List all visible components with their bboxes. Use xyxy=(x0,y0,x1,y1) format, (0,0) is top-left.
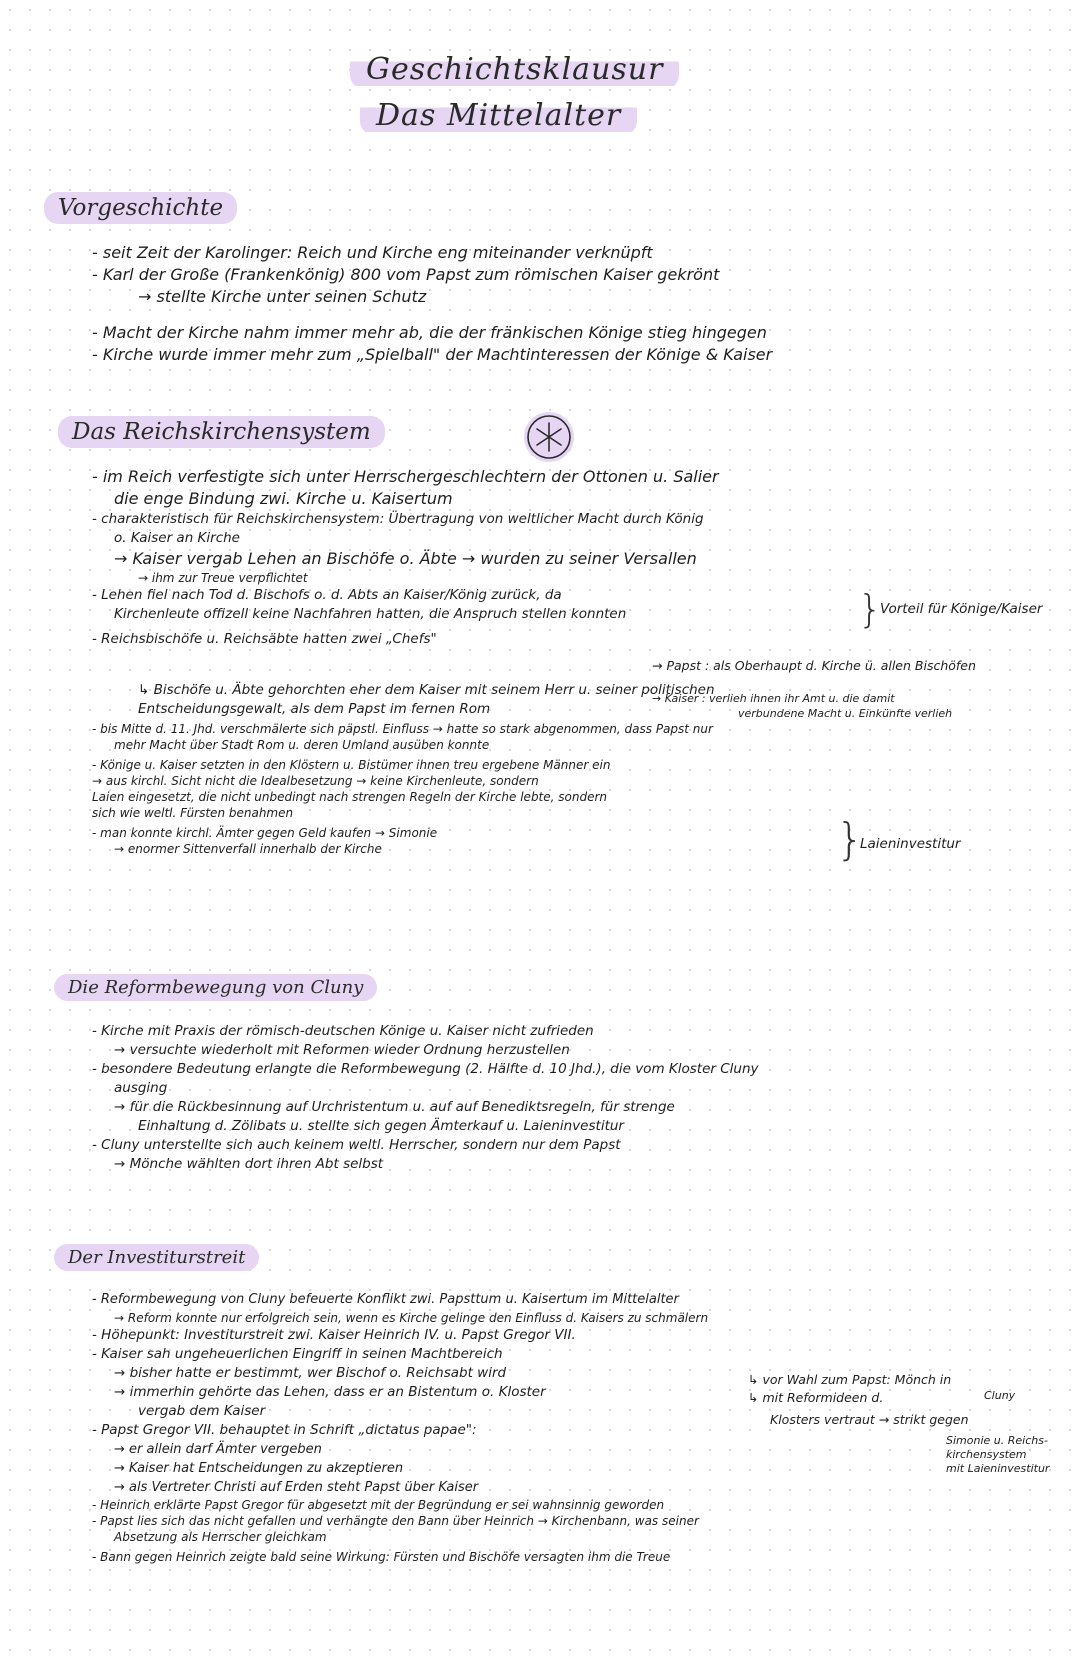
text-line: Einhaltung d. Zölibats u. stellte sich gegen Ämterkauf u. Laieninvestitur xyxy=(138,1118,624,1134)
text-line: - Könige u. Kaiser setzten in den Klöstern u. Bistümer ihnen treu ergebene Männer ein xyxy=(92,758,611,772)
side-note-kaiser-1: → Kaiser : verlieh ihnen ihr Amt u. die damit xyxy=(652,692,895,705)
side-note-klosters: Klosters vertraut → strikt gegen xyxy=(770,1412,969,1427)
side-note-reformideen: ↳ mit Reformideen d. xyxy=(748,1390,884,1405)
side-note-kirchensystem: kirchensystem xyxy=(946,1448,1027,1461)
text-line: die enge Bindung zwi. Kirche u. Kaisertum xyxy=(114,489,453,508)
text-line: → bisher hatte er bestimmt, wer Bischof o. Reichsabt wird xyxy=(114,1365,507,1381)
side-note-vorteil: Vorteil für Könige/Kaiser xyxy=(880,601,1043,617)
brace: } xyxy=(836,814,864,865)
text-line: ↳ Bischöfe u. Äbte gehorchten eher dem Kaiser mit seinem Herr u. seiner politischen xyxy=(138,682,715,698)
text-line: - besondere Bedeutung erlangte die Reformbewegung (2. Hälfte d. 10 Jhd.), die vom Kloster Cluny xyxy=(92,1061,759,1077)
text-line: - Reformbewegung von Cluny befeuerte Konflikt zwi. Papsttum u. Kaisertum im Mittelalter xyxy=(92,1292,679,1307)
title-line-1: Geschichtsklausur xyxy=(350,50,679,89)
text-line: → versuchte wiederholt mit Reformen wieder Ordnung herzustellen xyxy=(114,1042,570,1058)
text-line: Entscheidungsgewalt, als dem Papst im fernen Rom xyxy=(138,701,491,717)
text-line: - Kaiser sah ungeheuerlichen Eingriff in seinen Machtbereich xyxy=(92,1346,503,1362)
side-note-laieninvestitur-2: mit Laieninvestitur xyxy=(946,1462,1050,1475)
text-line: vergab dem Kaiser xyxy=(138,1403,266,1419)
text-line: → ihm zur Treue verpflichtet xyxy=(138,571,308,585)
heading-reichskirchensystem: Das Reichskirchensystem xyxy=(58,416,385,448)
text-line: Absetzung als Herrscher gleichkam xyxy=(114,1530,327,1544)
text-line: → immerhin gehörte das Lehen, dass er an Bistentum o. Kloster xyxy=(114,1384,546,1400)
text-line: ausging xyxy=(114,1080,168,1096)
heading-cluny: Die Reformbewegung von Cluny xyxy=(54,974,377,1001)
side-note-simonie: Simonie u. Reichs- xyxy=(946,1434,1048,1447)
section-cluny xyxy=(92,1022,1050,1174)
text-line: - Bann gegen Heinrich zeigte bald seine Wirkung: Fürsten und Bischöfe versagten ihm die Treue xyxy=(92,1550,671,1564)
text-line: - man konnte kirchl. Ämter gegen Geld kaufen → Simonie xyxy=(92,826,438,840)
text-line: - Macht der Kirche nahm immer mehr ab, die der fränkischen Könige stieg hingegen xyxy=(92,323,767,342)
text-line: → er allein darf Ämter vergeben xyxy=(114,1442,322,1457)
side-note-kaiser-2: verbundene Macht u. Einkünfte verlieh xyxy=(738,707,953,720)
text-line: → aus kirchl. Sicht nicht die Idealbesetzung → keine Kirchenleute, sondern xyxy=(92,774,539,788)
title-line-2: Das Mittelalter xyxy=(360,96,637,135)
text-line: - Karl der Große (Frankenkönig) 800 vom Papst zum römischen Kaiser gekrönt xyxy=(92,265,720,284)
text-line: Laien eingesetzt, die nicht unbedingt nach strengen Regeln der Kirche lebte, sondern xyxy=(92,790,608,804)
text-line: - Cluny unterstellte sich auch keinem weltl. Herrscher, sondern nur dem Papst xyxy=(92,1137,621,1153)
text-line: → für die Rückbesinnung auf Urchristentum u. auf auf Benediktsregeln, für strenge xyxy=(114,1099,675,1115)
heading-vorgeschichte: Vorgeschichte xyxy=(44,192,237,224)
text-line: → Kaiser hat Entscheidungen zu akzeptieren xyxy=(114,1461,404,1476)
side-note-cluny: Cluny xyxy=(984,1389,1016,1402)
side-note-papst: → Papst : als Oberhaupt d. Kirche ü. allen Bischöfen xyxy=(652,658,976,673)
text-line: - Papst Gregor VII. behauptet in Schrift „dictatus papae": xyxy=(92,1422,477,1438)
text-line: - Lehen fiel nach Tod d. Bischofs o. d. Abts an Kaiser/König zurück, da xyxy=(92,587,562,603)
side-note-laieninvestitur: Laieninvestitur xyxy=(860,836,961,852)
text-line: → Reform konnte nur erfolgreich sein, wenn es Kirche gelinge den Einfluss d. Kaisers zu schmälern xyxy=(114,1311,709,1325)
text-line: - charakteristisch für Reichskirchensystem: Übertragung von weltlicher Macht durch König xyxy=(92,511,704,527)
heading-investiturstreit: Der Investiturstreit xyxy=(54,1244,259,1271)
asterisk-icon xyxy=(524,412,574,462)
text-line: - im Reich verfestigte sich unter Herrschergeschlechtern der Ottonen u. Salier xyxy=(92,467,719,486)
brace: } xyxy=(858,587,883,631)
text-line: → als Vertreter Christi auf Erden steht Papst über Kaiser xyxy=(114,1480,479,1495)
text-line: - seit Zeit der Karolinger: Reich und Kirche eng miteinander verknüpft xyxy=(92,243,653,262)
text-line: - Heinrich erklärte Papst Gregor für abgesetzt mit der Begründung er sei wahnsinnig geworden xyxy=(92,1498,665,1512)
text-line: o. Kaiser an Kirche xyxy=(114,530,240,546)
text-line: - bis Mitte d. 11. Jhd. verschmälerte sich päpstl. Einfluss → hatte so stark abgenommen, dass Papst nur xyxy=(92,722,713,736)
side-note-wahl: ↳ vor Wahl zum Papst: Mönch in xyxy=(748,1372,952,1387)
text-line: mehr Macht über Stadt Rom u. deren Umland ausüben konnte xyxy=(114,738,490,752)
text-line: → Kaiser vergab Lehen an Bischöfe o. Äbte → wurden zu seiner Versallen xyxy=(114,549,697,568)
text-line: Kirchenleute offizell keine Nachfahren hatten, die Anspruch stellen konnten xyxy=(114,606,627,622)
section-vorgeschichte xyxy=(92,242,1050,366)
text-line: → enormer Sittenverfall innerhalb der Kirche xyxy=(114,842,382,856)
text-line: → Mönche wählten dort ihren Abt selbst xyxy=(114,1156,384,1172)
text-line: sich wie weltl. Fürsten benahmen xyxy=(92,806,294,820)
text-line: → stellte Kirche unter seinen Schutz xyxy=(138,287,427,306)
text-line: - Kirche wurde immer mehr zum „Spielball" der Machtinteressen der Könige & Kaiser xyxy=(92,345,773,364)
text-line: - Papst lies sich das nicht gefallen und verhängte den Bann über Heinrich → Kirchenbann, was seiner xyxy=(92,1514,699,1528)
text-line: - Kirche mit Praxis der römisch-deutschen Könige u. Kaiser nicht zufrieden xyxy=(92,1023,594,1039)
text-line: - Höhepunkt: Investiturstreit zwi. Kaiser Heinrich IV. u. Papst Gregor VII. xyxy=(92,1327,576,1343)
text-line: - Reichsbischöfe u. Reichsäbte hatten zwei „Chefs" xyxy=(92,631,437,647)
